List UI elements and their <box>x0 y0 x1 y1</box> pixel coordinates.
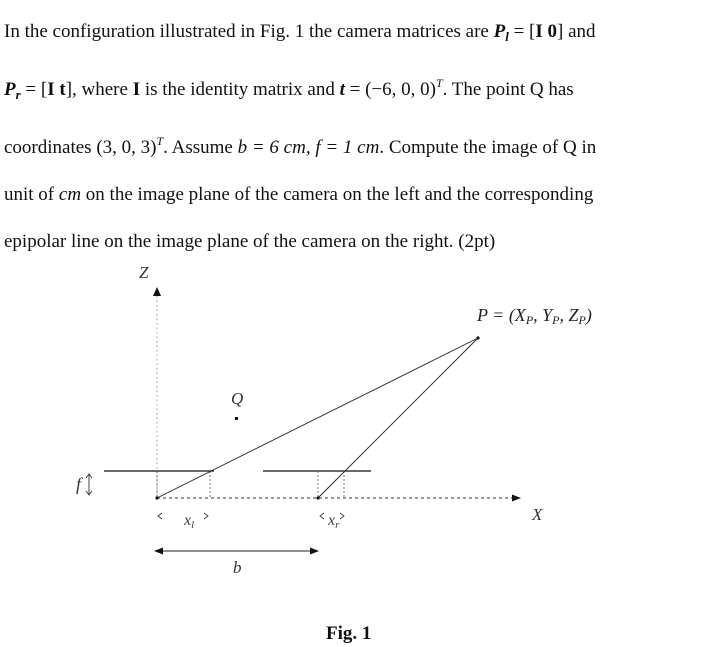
z-axis-arrowhead <box>153 287 161 296</box>
identity-symbol: I <box>535 21 543 42</box>
translation-symbol: t <box>339 79 345 100</box>
baseline-arrowhead-left <box>154 548 163 555</box>
point-p-label: P = (XP, YP, ZP) <box>477 305 592 327</box>
x-axis-label: X <box>532 505 543 524</box>
matrix-pl-symbol: P <box>493 21 506 42</box>
problem-text: . Assume <box>163 137 238 158</box>
matrix-pr-subscript: r <box>15 87 21 102</box>
figure-caption: Fig. 1 <box>326 623 372 644</box>
transpose-superscript: T <box>435 76 443 90</box>
problem-text: . The point Q has <box>442 79 574 100</box>
problem-text: epipolar line on the image plane of the camera on the right. (2pt) <box>4 231 496 252</box>
xl-arrow-icon <box>158 513 208 519</box>
problem-text: ], where <box>65 79 133 100</box>
xl-label: xl <box>184 512 195 531</box>
problem-text: coordinates (3, 0, 3) <box>4 137 157 158</box>
problem-text: is the identity matrix and <box>140 79 340 100</box>
problem-text: unit of <box>4 184 59 205</box>
matrix-pl-subscript: l <box>505 29 509 44</box>
problem-text: . Compute the image of Q in <box>379 137 597 158</box>
matrix-pr-entries: I t <box>47 79 66 100</box>
left-ray <box>157 338 478 498</box>
assumption-values: b = 6 cm, f = 1 cm <box>237 137 380 158</box>
xr-label: xr <box>328 512 340 531</box>
right-ray <box>318 338 478 498</box>
focal-length-arrow-icon <box>86 474 92 495</box>
identity-symbol: I <box>132 79 141 100</box>
transpose-superscript: T <box>156 134 164 148</box>
unit-cm: cm <box>58 184 82 205</box>
x-axis-arrowhead <box>512 495 521 502</box>
stereo-camera-figure <box>0 250 725 647</box>
focal-length-label: f <box>76 474 82 494</box>
problem-line-2 <box>4 60 719 118</box>
problem-line-1 <box>4 8 719 60</box>
problem-text: on the image plane of the camera on the left and the corresponding <box>81 184 594 205</box>
problem-text: ] and <box>557 21 596 42</box>
problem-text: In the configuration illustrated in Fig. 1 the camera matrices are <box>4 21 494 42</box>
problem-line-4 <box>4 171 719 218</box>
point-q <box>235 417 238 420</box>
translation-value: = (−6, 0, 0) <box>344 79 436 100</box>
z-axis-label: Z <box>139 263 149 282</box>
problem-text: = [ <box>20 79 48 100</box>
baseline-arrowhead-right <box>310 548 319 555</box>
matrix-pr-symbol: P <box>4 79 16 100</box>
point-q-label: Q <box>231 389 244 408</box>
left-camera-center <box>155 496 158 499</box>
right-camera-center <box>316 496 319 499</box>
point-p <box>476 336 479 339</box>
problem-line-3 <box>4 118 719 171</box>
problem-statement <box>4 8 719 265</box>
zero-vector-symbol: 0 <box>542 21 558 42</box>
baseline-label: b <box>233 558 242 577</box>
problem-text: = [ <box>508 21 536 42</box>
